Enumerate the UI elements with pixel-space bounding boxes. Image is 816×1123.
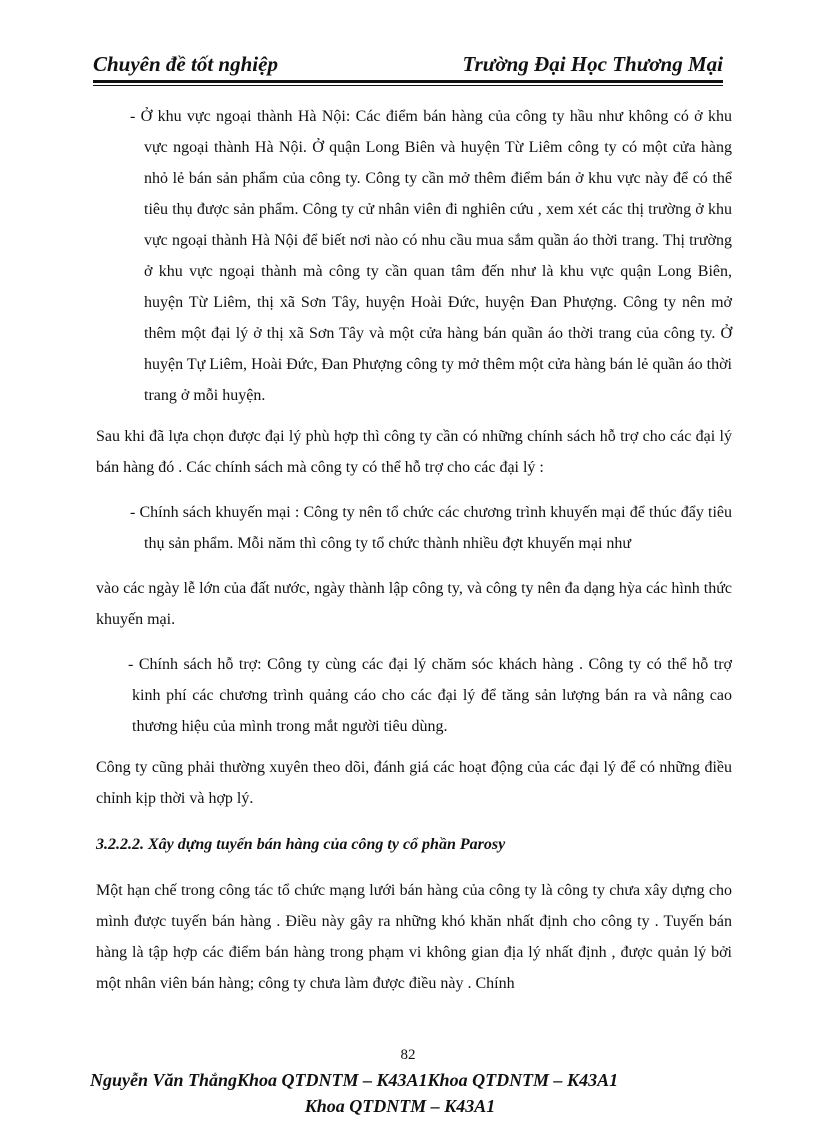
paragraph-promotion-continued: vào các ngày lễ lớn của đất nước, ngày thành lập công ty, và công ty nên đa dạng hỳa các hình thức khuyến mại.	[96, 580, 732, 628]
paragraph-support-policy: - Chính sách hỗ trợ: Công ty cùng các đại lý chăm sóc khách hàng . Công ty có thể hỗ trợ kinh phí các chương trình quảng cáo cho các đại lý để tăng sản lượng bán ra và nâng cao thương hiệu của mình trong mắt người tiêu dùng.	[128, 656, 732, 735]
paragraph-agent-support-intro: Sau khi đã lựa chọn được đại lý phù hợp thì công ty cần có những chính sách hỗ trợ cho các đại lý bán hàng đó . Các chính sách mà công ty có thể hỗ trợ cho các đại lý :	[96, 428, 732, 476]
page-footer	[90, 1067, 670, 1119]
header-left-title: Chuyên đề tốt nghiệp	[93, 52, 278, 76]
paragraph-outskirts: - Ở khu vực ngoại thành Hà Nội: Các điểm bán hàng của công ty hầu như không có ở khu vực ngoại thành Hà Nội. Ở quận Long Biên và huyện Từ Liêm công ty có một cửa hàng nhỏ lẻ bán sản phẩm của công ty. Công ty cần mở thêm điểm bán ở khu vực này để có thể tiêu thụ được sản phẩm. Công ty cử nhân viên đi nghiên cứu , xem xét các thị trường ở khu vực ngoại thành Hà Nội để biết nơi nào có nhu cầu mua sắm quần áo thời trang. Thị trường ở khu vực ngoại thành mà công ty cần quan tâm đến như là khu vực quận Long Biên, huyện Từ Liêm, thị xã Sơn Tây, huyện Hoài Đức, huyện Đan Phượng. Công ty nên mở thêm một đại lý ở thị xã Sơn Tây và một cửa hàng bán quần áo thời trang của công ty. Ở huyện Tự Liêm, Hoài Đức, Đan Phượng công ty mở thêm một cửa hàng bán lẻ quần áo thời trang ở mỗi huyện.	[130, 108, 732, 404]
header-right-title: Trường Đại Học Thương Mại	[462, 52, 723, 76]
header-rule-thick	[93, 80, 723, 83]
page-header	[93, 46, 723, 78]
paragraph-sales-route: Một hạn chế trong công tác tổ chức mạng lưới bán hàng của công ty là công ty chưa xây dựng cho mình được tuyến bán hàng . Điều này gây ra những khó khăn nhất định cho công ty . Tuyến bán hàng là tập hợp các điểm bán hàng trong phạm vi không gian địa lý nhất định , được quản lý bởi một nhân viên bán hàng; công ty chưa làm được điều này . Chính	[96, 882, 732, 992]
section-heading: 3.2.2.2. Xây dựng tuyến bán hàng của công ty cổ phần Parosy	[96, 836, 506, 853]
footer-line-1: Nguyễn Văn ThắngKhoa QTDNTM – K43A1Khoa QTDNTM – K43A1	[90, 1070, 619, 1090]
document-body	[96, 101, 732, 999]
header-rule-thin	[93, 85, 723, 86]
paragraph-promotion-policy: - Chính sách khuyến mại : Công ty nên tổ chức các chương trình khuyến mại để thúc đẩy tiêu thụ sản phẩm. Mỗi năm thì công ty tổ chức thành nhiều đợt khuyến mại như	[130, 504, 732, 552]
page-number: 82	[400, 1047, 416, 1063]
footer-line-2: Khoa QTDNTM – K43A1	[304, 1096, 496, 1116]
paragraph-monitoring: Công ty cũng phải thường xuyên theo dõi, đánh giá các hoạt động của các đại lý để có những điều chỉnh kịp thời và hợp lý.	[96, 759, 732, 807]
